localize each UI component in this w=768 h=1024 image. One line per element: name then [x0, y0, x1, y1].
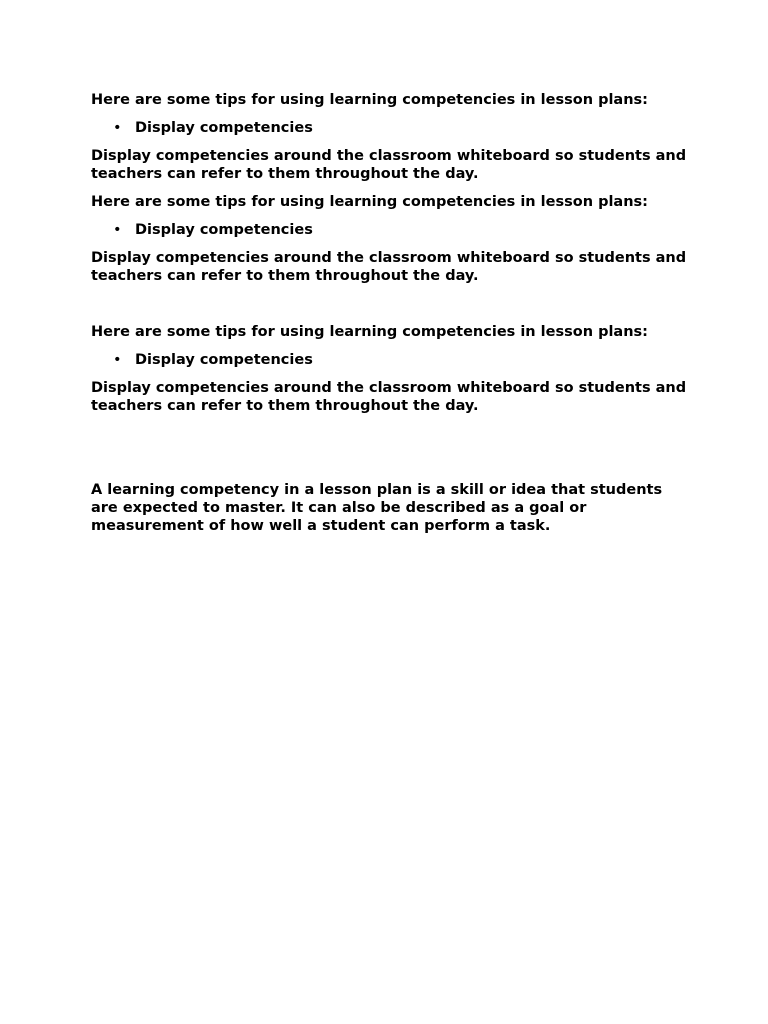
bullet-text-3: Display competencies	[135, 352, 313, 368]
bullet-item-3	[91, 351, 691, 369]
bullet-marker: •	[113, 222, 122, 238]
bullet-text-2: Display competencies	[135, 222, 313, 238]
body-paragraph-2: Display competencies around the classroom whiteboard so students and teachers can refer to them throughout the day.	[91, 250, 687, 284]
spacer	[91, 183, 691, 193]
spacer	[91, 415, 691, 481]
intro-paragraph-3: Here are some tips for using learning competencies in lesson plans:	[91, 324, 648, 340]
bullet-marker: •	[113, 352, 122, 368]
intro-paragraph-2: Here are some tips for using learning competencies in lesson plans:	[91, 194, 648, 210]
body-paragraph-1: Display competencies around the classroom whiteboard so students and teachers can refer to them throughout the day.	[91, 148, 687, 182]
bullet-item-1	[91, 119, 691, 137]
intro-paragraph-1: Here are some tips for using learning competencies in lesson plans:	[91, 92, 648, 108]
bullet-text-1: Display competencies	[135, 120, 313, 136]
definition-paragraph: A learning competency in a lesson plan is a skill or idea that students are expected to master. It can also be described as a goal or measurement of how well a student can perform a task.	[91, 482, 663, 534]
bullet-marker: •	[113, 120, 122, 136]
document-page	[91, 91, 691, 535]
spacer	[91, 285, 691, 323]
bullet-item-2	[91, 221, 691, 239]
body-paragraph-3: Display competencies around the classroom whiteboard so students and teachers can refer to them throughout the day.	[91, 380, 687, 414]
